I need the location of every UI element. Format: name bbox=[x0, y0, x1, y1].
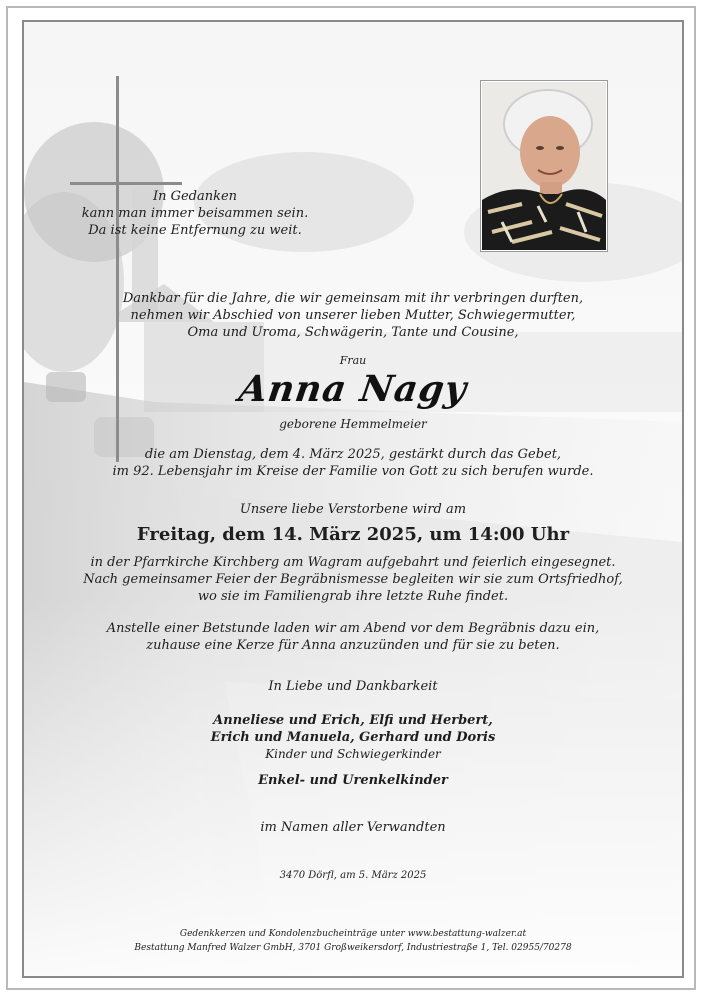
title-frau: Frau bbox=[339, 354, 367, 367]
quote-line-3: Da ist keine Entfernung zu weit. bbox=[88, 223, 302, 238]
intro-line-2: nehmen wir Abschied von unserer lieben Mutter, Schwiegermutter, bbox=[130, 308, 576, 323]
funeral-line-1: in der Pfarrkirche Kirchberg am Wagram aufgebahrt und feierlich eingesegnet. bbox=[90, 555, 616, 570]
deceased-name: Anna Nagy bbox=[236, 368, 470, 410]
funeral-line-2: Nach gemeinsamer Feier der Begräbnismesse begleiten wir sie zum Ortsfriedhof, bbox=[83, 572, 623, 587]
death-line-1: die am Dienstag, dem 4. März 2025, gestärkt durch das Gebet, bbox=[144, 447, 562, 462]
intro-line-1: Dankbar für die Jahre, die wir gemeinsam mit ihr verbringen durften, bbox=[122, 291, 584, 306]
birth-name: geborene Hemmelmeier bbox=[279, 417, 427, 431]
funeral-line-3: wo sie im Familiengrab ihre letzte Ruhe findet. bbox=[197, 589, 509, 604]
children-line-1: Anneliese und Erich, Elfi und Herbert, bbox=[213, 713, 493, 728]
children-label: Kinder und Schwiegerkinder bbox=[265, 747, 441, 761]
children-line-2: Erich und Manuela, Gerhard und Doris bbox=[210, 730, 496, 745]
relatives: im Namen aller Verwandten bbox=[260, 820, 446, 835]
footer-line-1: Gedenkkerzen und Kondolenzbucheinträge unter www.bestattung-walzer.at bbox=[179, 929, 527, 939]
place-date: 3470 Dörfl, am 5. März 2025 bbox=[279, 870, 427, 881]
quote-line-2: kann man immer beisammen sein. bbox=[81, 206, 309, 221]
intro-line-3: Oma und Uroma, Schwägerin, Tante und Cousine, bbox=[187, 325, 519, 340]
funeral-date: Freitag, dem 14. März 2025, um 14:00 Uhr bbox=[136, 524, 570, 545]
prayer-line-2: zuhause eine Kerze für Anna anzuzünden und für sie zu beten. bbox=[146, 638, 560, 653]
prayer-line-1: Anstelle einer Betstunde laden wir am Abend vor dem Begräbnis dazu ein, bbox=[106, 621, 600, 636]
death-line-2: im 92. Lebensjahr im Kreise der Familie von Gott zu sich berufen wurde. bbox=[112, 464, 594, 479]
funeral-intro: Unsere liebe Verstorbene wird am bbox=[239, 502, 467, 517]
footer-line-2: Bestattung Manfred Walzer GmbH, 3701 Großweikersdorf, Industriestraße 1, Tel. 02955/70278 bbox=[134, 943, 572, 953]
card bbox=[22, 20, 684, 978]
mourners-intro: In Liebe und Dankbarkeit bbox=[268, 679, 438, 694]
quote-line-1: In Gedanken bbox=[152, 189, 238, 204]
grandchildren: Enkel- und Urenkelkinder bbox=[258, 773, 448, 788]
